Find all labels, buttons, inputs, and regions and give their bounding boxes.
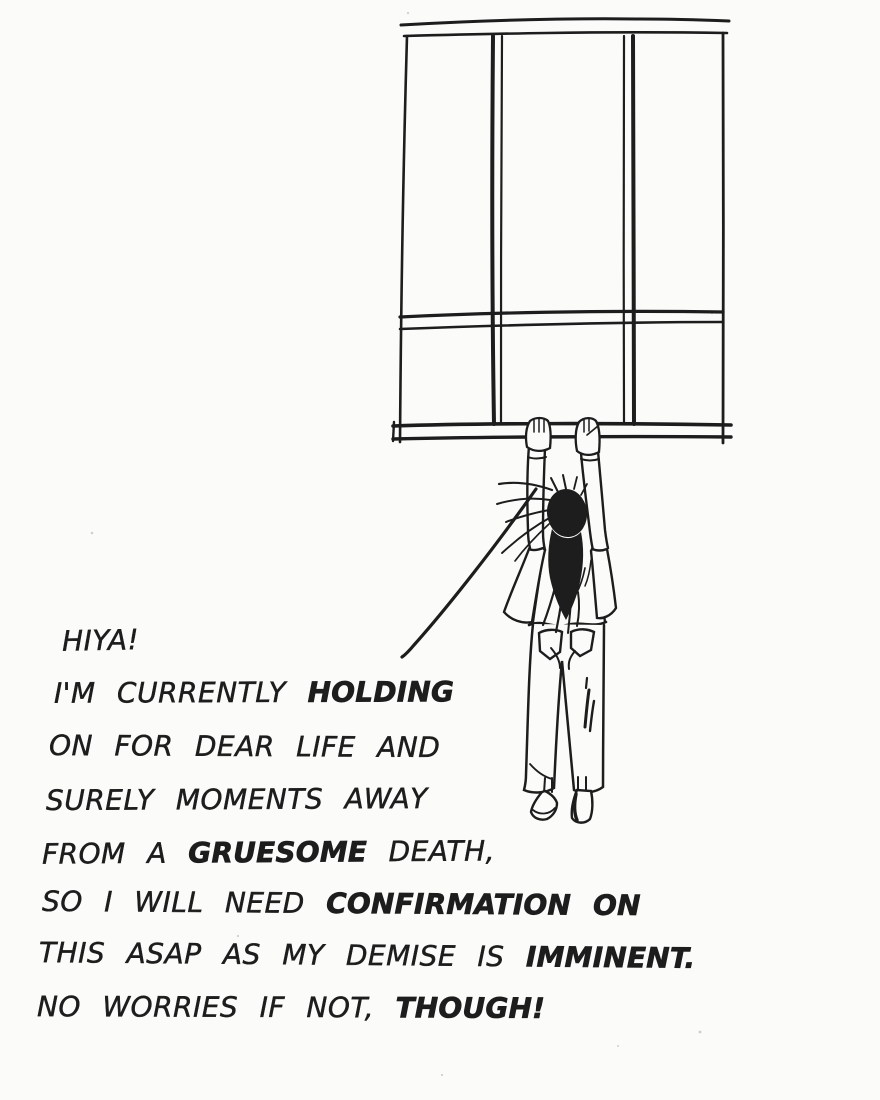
window-mullion-left-b: [501, 36, 502, 424]
window-sill-bottom: [393, 437, 731, 439]
figure-jeans: [524, 624, 604, 792]
window-transom-b: [400, 322, 723, 329]
caption-text: NO WORRIES IF NOT,: [36, 990, 396, 1025]
caption-text-bold: THOUGH!: [395, 991, 546, 1025]
hair-spike: [563, 475, 566, 489]
head: [544, 487, 590, 540]
window-top-inner: [404, 32, 727, 36]
speech-pointer-line: [402, 489, 536, 657]
caption-text-bold: GRUESOME: [188, 835, 368, 870]
caption-text: THIS ASAP AS MY DEMISE IS: [38, 936, 527, 974]
caption-text: HIYA!: [61, 623, 140, 658]
caption-text: FROM A: [41, 836, 189, 871]
window-mullion-left-a: [492, 36, 494, 424]
right-cuff: [581, 459, 599, 461]
caption-text-bold: CONFIRMATION ON: [326, 886, 641, 923]
hair-spike: [574, 477, 577, 489]
paper-specks: [91, 12, 714, 1076]
window-top-outer: [401, 19, 729, 25]
window-left-edge: [400, 36, 407, 442]
caption-text: DEATH,: [367, 834, 496, 869]
caption-text: I'M CURRENTLY: [53, 675, 308, 710]
leg-shading: [586, 678, 587, 688]
window-mullion-right-b: [633, 36, 634, 424]
window-sill-left-tick: [393, 422, 394, 441]
caption-text-bold: HOLDING: [307, 675, 455, 709]
left-shoe: [531, 791, 557, 820]
right-hand: [576, 418, 600, 455]
window-transom-a: [400, 311, 723, 317]
left-cuff: [528, 457, 546, 459]
caption-text: ON FOR DEAR LIFE AND: [48, 728, 441, 765]
caption-text: SO I WILL NEED: [41, 884, 327, 920]
window-sill-top: [393, 424, 731, 426]
caption-text: SURELY MOMENTS AWAY: [45, 782, 428, 817]
caption-text-bold: IMMINENT.: [525, 940, 696, 975]
wind-strand: [497, 499, 550, 504]
window-frame: [393, 19, 731, 443]
